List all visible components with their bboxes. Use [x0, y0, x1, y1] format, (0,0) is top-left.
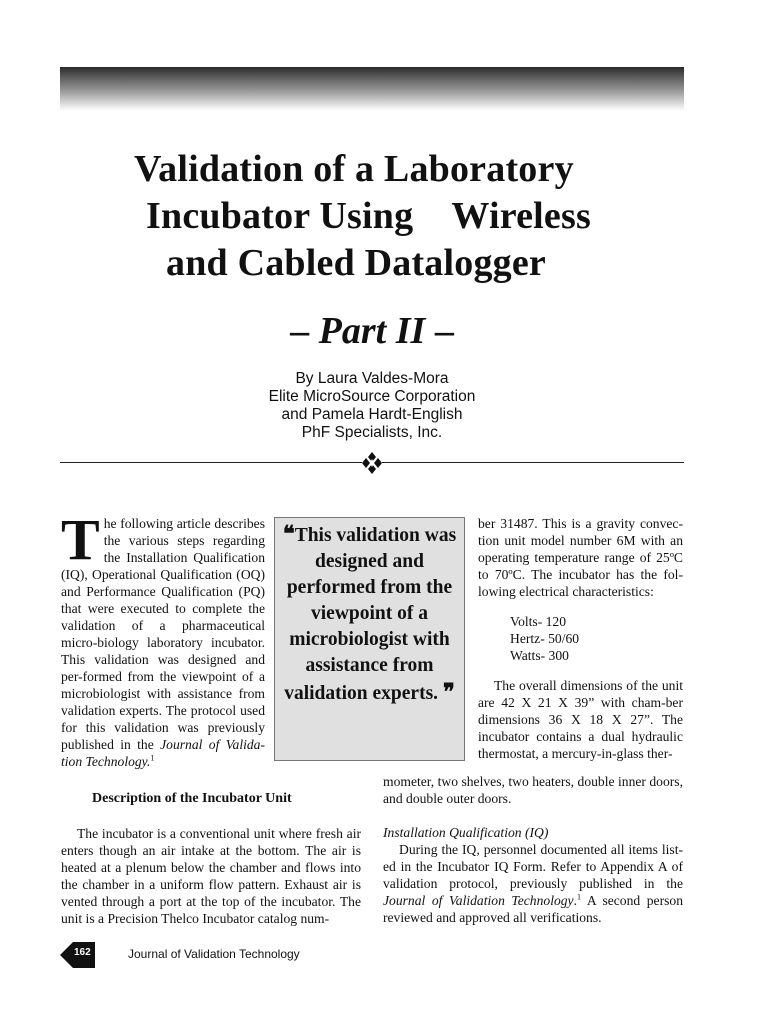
part-subtitle — [60, 309, 684, 353]
spec-watts: Watts- 300 — [510, 648, 569, 663]
byline-affiliation-1: Elite MicroSource Corporation — [268, 388, 476, 405]
continuation-text: mometer, two shelves, two heaters, double inner doors, and double outer doors. — [383, 774, 683, 806]
title-line-3: and Cabled Datalogger — [166, 242, 546, 284]
drop-cap: T — [61, 507, 100, 572]
byline-author-1: By Laura Valdes-Mora — [295, 370, 449, 387]
byline — [60, 370, 684, 442]
part-label: Part II — [318, 310, 426, 352]
page-number: 162 — [74, 947, 91, 958]
iq-block — [383, 841, 683, 926]
quote-close-icon: ❞ — [442, 679, 455, 704]
pull-quote-text: This validation was designed and performed from the viewpoint of a microbiologist with assistance from validation experts. — [284, 525, 457, 704]
section-heading-description: Description of the Incubator Unit — [92, 791, 292, 806]
intro-text: he following article describes the various steps regarding the Installation Qualification (IQ), Operational Qualification (OQ) and Performance Qualification (PQ) that were executed to complete the validation of a pharmaceutical micro-biology laboratory incubator. This validation was designed and per-formed from the viewpoint of a microbiologist with assistance from validation experts. The protocol used for this validation was previously published in the — [61, 516, 265, 752]
pull-quote — [274, 517, 465, 761]
iq-ref-mark: 1 — [577, 892, 582, 902]
page-footer — [60, 942, 460, 968]
byline-affiliation-2: PhF Specialists, Inc. — [301, 424, 443, 441]
intro-journal-ref: Journal of Valida-tion Technology. — [61, 737, 265, 769]
part-dash-right: – — [425, 310, 454, 352]
description-block — [61, 825, 361, 927]
footer-journal-name: Journal of Validation Technology — [128, 947, 300, 961]
iq-text-after: A second person reviewed and approved all verifications. — [383, 893, 683, 925]
electrical-specs — [510, 613, 683, 664]
iq-paragraph — [383, 841, 683, 926]
intro-paragraph — [61, 507, 265, 770]
title-line-2: Incubator Using Wireless — [146, 195, 591, 237]
title-line-1: Validation of a Laboratory — [134, 148, 574, 190]
right-paragraph-1: ber 31487. This is a gravity convec-tion unit model number 6M with an operating temperature range of 25ºC to 70ºC. The incubator has the fol-lowing electrical characteristics: — [478, 516, 683, 599]
header-gradient-bar — [60, 67, 684, 111]
diamond-cluster-icon — [362, 452, 382, 474]
right-paragraph-2: The overall dimensions of the unit are 42 X 21 X 39” with cham-ber dimensions 36 X 18 X 27”. The incubator contains a dual hydraulic thermostat, a mercury-in-glass ther- — [478, 678, 683, 761]
intro-ref-mark: 1 — [150, 753, 155, 763]
section-heading-iq: Installation Qualification (IQ) — [383, 825, 549, 840]
quote-open-icon: ❝ — [282, 521, 295, 546]
right-column — [478, 515, 683, 762]
spec-volts: Volts- 120 — [510, 614, 567, 629]
iq-text-before: During the IQ, personnel documented all items list-ed in the Incubator IQ Form. Refer to Appendix A of validation protocol, previously published in the — [383, 842, 683, 891]
byline-author-2: and Pamela Hardt-English — [281, 406, 463, 423]
continuation-text-block — [383, 773, 683, 807]
iq-journal-ref: Journal of Validation Technology — [383, 893, 574, 908]
spec-hertz: Hertz- 50/60 — [510, 631, 580, 646]
intro-column — [61, 507, 265, 770]
iq-ref-period: . — [573, 893, 578, 908]
description-text: The incubator is a conventional unit where fresh air enters though an air intake at the bottom. The air is heated at a plenum below the chamber and flows into the chamber in a uniform flow pattern. Exhaust air is vented through a port at the top of the incubator. The unit is a Precision Thelco Incubator catalog num- — [61, 826, 361, 926]
part-dash-left: – — [290, 310, 319, 352]
article-title — [60, 146, 684, 287]
